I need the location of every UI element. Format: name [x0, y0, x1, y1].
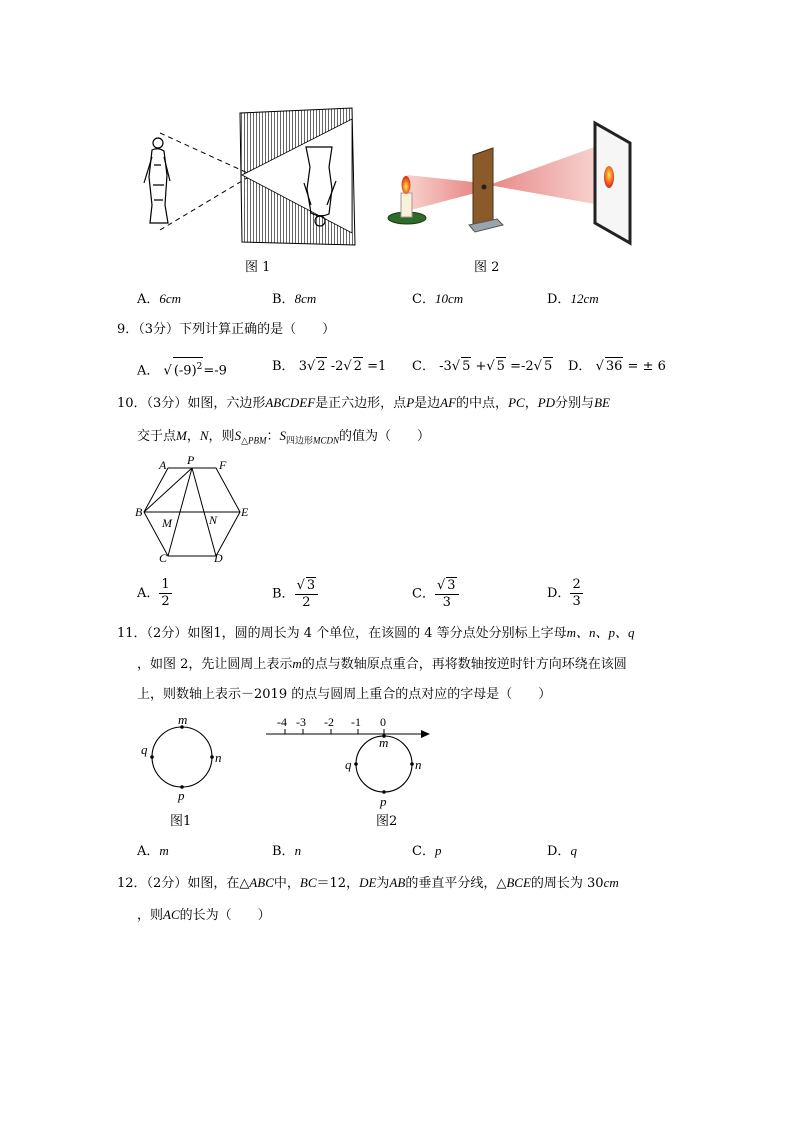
label-m: m [379, 735, 389, 750]
q10-option-c[interactable]: C． $\frac{√ 3}{3}$ [412, 577, 459, 611]
q11-option-a[interactable]: A．m [137, 843, 169, 859]
circle-outline [152, 727, 212, 787]
label-p: p [178, 788, 185, 803]
question-score: （3分） [138, 322, 180, 337]
axis-arrow [421, 730, 430, 738]
figure-label-2: 图 2 [474, 260, 500, 275]
option-letter: C． [412, 292, 435, 307]
tick-label-0: 0 [380, 715, 386, 729]
q10-stem-line2: 交于点M，N，则$S_{\triangle PBM}$：$S_{四边形MCDN}$的值为（ ） [137, 428, 431, 447]
fraction: $\frac{√ 3}{2}$ [295, 577, 319, 611]
ray-top [160, 133, 252, 175]
pinhole [482, 185, 487, 190]
q9-option-c[interactable]: C． -3√ 5 +√ 5 =-2√ 5 [412, 359, 553, 374]
option-letter: A． [137, 363, 160, 379]
q11-option-b[interactable]: B．n [272, 843, 302, 859]
fraction: $\frac{√ 3}{3}$ [435, 577, 459, 611]
option-value: 8cm [294, 291, 317, 306]
q11-stem-line2: ，如图 2，先让圆周上表示m的点与数轴原点重合，再将数轴按逆时针方向环绕在该圆 [137, 656, 627, 672]
q8-option-b[interactable] [272, 290, 316, 309]
q11-option-d[interactable]: D．q [547, 843, 577, 859]
circle-figure-2 [263, 712, 438, 812]
fraction: $\frac{2}{3}$ [572, 577, 581, 609]
label-b: B [135, 505, 143, 519]
label-p: P [187, 456, 195, 467]
label-n: n [415, 757, 422, 772]
circle-figure-1 [135, 712, 235, 804]
radical-sign: √ [163, 363, 172, 379]
label-d: D [214, 551, 223, 565]
label-p: p [380, 794, 387, 809]
q8-option-a[interactable] [137, 290, 181, 309]
q10-option-d[interactable]: D． $\frac{2}{3}$ [547, 577, 581, 609]
q8-option-d[interactable] [547, 290, 599, 309]
projected-flame [604, 166, 614, 188]
radicand: $(-9)^2$ [173, 357, 204, 380]
tick-label-minus3: -3 [296, 715, 306, 729]
option-letter: C． [412, 359, 435, 374]
label-e: E [241, 505, 249, 519]
label-n: n [215, 750, 222, 765]
option-value: 6cm [159, 291, 182, 306]
option-value: 10cm [434, 291, 464, 306]
label-f: F [219, 458, 227, 472]
label-n: N [209, 513, 218, 527]
question-text: 下列计算正确的是（ ） [179, 322, 336, 337]
tick-label-minus4: -4 [277, 715, 287, 729]
label-q: q [141, 742, 148, 757]
candle-body [401, 193, 412, 217]
label-m: m [178, 712, 188, 727]
option-letter: A． [137, 292, 160, 307]
q10-option-a[interactable]: A． $\frac{1}{2}$ [137, 577, 170, 609]
q10-stem-line1: 10．（3分）如图，六边形ABCDEF是正六边形，点P是边AF的中点，PC，PD分别与BE [117, 395, 610, 411]
q9-stem [117, 321, 335, 339]
option-letter: D． [547, 292, 571, 307]
q9-option-d[interactable]: D． √ 36 = ± 6 [568, 359, 666, 374]
q12-stem-line2: ，则AC的长为（ ） [137, 907, 271, 923]
line-pb [144, 468, 192, 512]
q12-stem-line1: 12．（2分）如图，在△ABC中，BC＝12，DE为AB的垂直平分线，△BCE的周长为 30cm [117, 875, 619, 891]
label-c: C [159, 551, 168, 565]
ray-bottom [160, 175, 252, 230]
beam-right [489, 145, 600, 205]
q8-option-c[interactable] [412, 290, 463, 309]
option-letter: B． [272, 359, 295, 374]
label-m: M [162, 516, 172, 530]
person-figure [144, 138, 170, 223]
q11-figure-label-1: 图1 [170, 814, 192, 829]
beam-left [407, 175, 483, 211]
q11-figure-label-2: 图2 [376, 814, 398, 829]
option-value: 12cm [570, 291, 599, 306]
tick-label-minus1: -1 [351, 715, 361, 729]
candle-projection-figure [385, 115, 645, 250]
question-number: 9． [117, 322, 139, 337]
candle-flame [402, 176, 411, 194]
option-letter: D． [568, 359, 592, 374]
q11-option-c[interactable]: C．p [412, 843, 442, 859]
q11-stem-line1: 11．（2分）如图1，圆的周长为 4 个单位，在该圆的 4 等分点处分别标上字母m、n、p、q [117, 625, 635, 641]
hexagon-figure [133, 456, 253, 566]
pinhole-camera-figure [130, 105, 360, 250]
fraction: $\frac{1}{2}$ [161, 577, 170, 609]
figure-label-1: 图 1 [245, 260, 271, 275]
q9-option-a[interactable]: A． √ $(-9)^2=-9$ [137, 357, 227, 380]
label-q: q [345, 757, 352, 772]
tick-label-minus2: -2 [324, 715, 334, 729]
label-a: A [159, 458, 167, 472]
q10-option-b[interactable]: B． $\frac{√ 3}{2}$ [272, 577, 318, 611]
option-letter: B． [272, 292, 295, 307]
q11-stem-line3: 上，则数轴上表示－2019 的点与圆周上重合的点对应的字母是（ ） [137, 687, 552, 702]
q9-option-b[interactable]: B． 3√ 2 -2√ 2 =1 [272, 359, 387, 374]
